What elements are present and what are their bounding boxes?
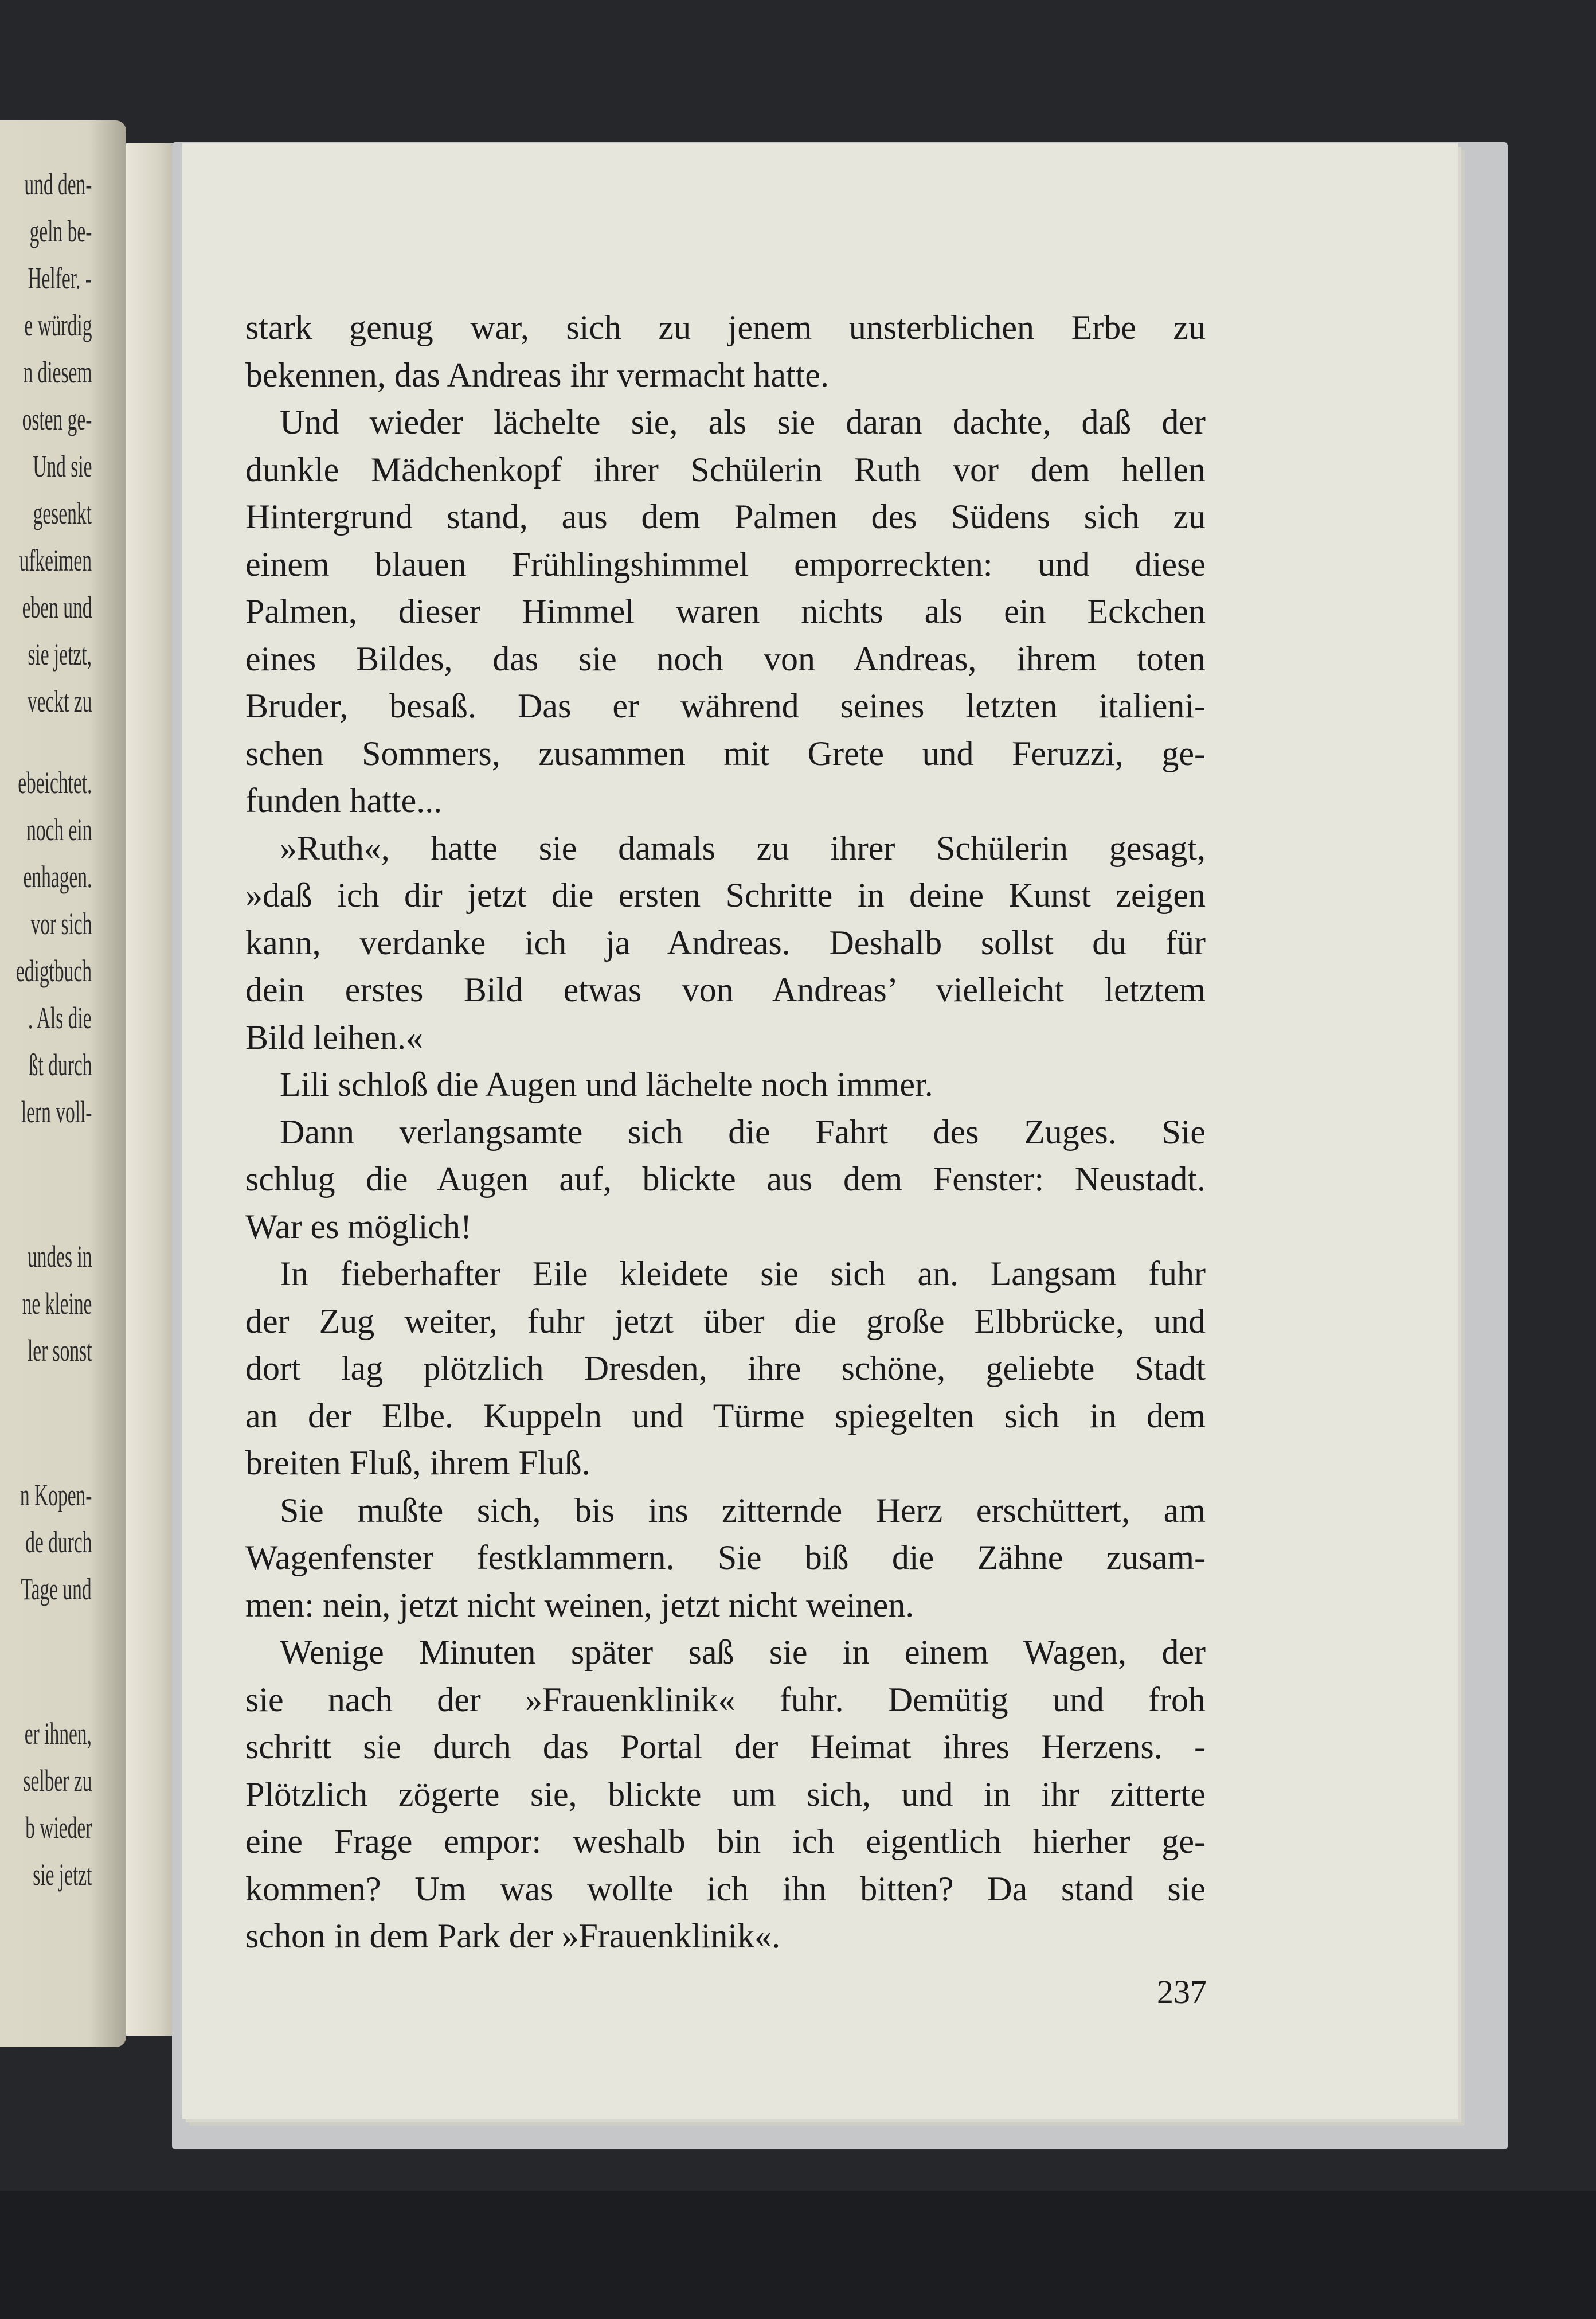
left-page-fragment: ufkeimen [19,543,92,577]
left-page-fragment: er ihnen, [24,1716,92,1751]
book-gutter [126,143,178,2036]
text-line: einem blauen Frühlingshimmel emporreckten: und diese [245,545,1206,583]
left-page-fragment: . Als die [28,1001,92,1035]
left-page-fragment: n Kopen- [19,1478,92,1512]
text-line: Sie mußte sich, bis ins zitternde Herz erschüttert, am [280,1491,1206,1529]
left-page-fragment: ebeichtet. [17,766,92,800]
text-line: dein erstes Bild etwas von Andreas’ vielleicht letztem [245,971,1206,1009]
text-line: »Ruth«, hatte sie damals zu ihrer Schülerin gesagt, [280,829,1206,867]
text-line: Wenige Minuten später saß sie in einem Wagen, der [280,1633,1206,1671]
text-line: Hintergrund stand, aus dem Palmen des Südens sich zu [245,498,1206,536]
left-page-fragment: Und sie [32,449,92,483]
text-line: schlug die Augen auf, blickte aus dem Fenster: Neustadt. [245,1160,1206,1198]
text-line: der Zug weiter, fuhr jetzt über die große Elbbrücke, und [245,1302,1206,1340]
text-line: Palmen, dieser Himmel waren nichts als ein Eckchen [245,592,1206,630]
left-page-fragment: de durch [25,1525,92,1559]
text-line: bekennen, das Andreas ihr vermacht hatte. [245,356,829,394]
left-page-fragment: veckt zu [27,684,92,719]
text-line: men: nein, jetzt nicht weinen, jetzt nicht weinen. [245,1586,914,1624]
text-line: an der Elbe. Kuppeln und Türme spiegelten sich in dem [245,1396,1206,1435]
left-page-fragment: ne kleine [22,1286,92,1321]
text-line: eines Bildes, das sie noch von Andreas, ihrem toten [245,639,1206,678]
text-line: dort lag plötzlich Dresden, ihre schöne, geliebte Stadt [245,1349,1206,1387]
text-line: breiten Fluß, ihrem Fluß. [245,1444,590,1482]
text-line: dunkle Mädchenkopf ihrer Schülerin Ruth vor dem hellen [245,450,1206,489]
text-line: War es möglich! [245,1207,472,1246]
left-page-fragment: ler sonst [27,1333,92,1368]
left-page-fragment: Tage und [21,1572,92,1606]
text-line: schritt sie durch das Portal der Heimat ihres Herzens. - [245,1728,1206,1766]
text-line: Plötzlich zögerte sie, blickte um sich, und in ihr zitterte [245,1775,1206,1813]
text-line: schon in dem Park der »Frauenklinik«. [245,1917,781,1955]
left-page-fragment: osten ge- [22,402,92,436]
left-page-fragment: und den- [24,167,92,201]
page-text [245,304,1206,1960]
left-page-fragment: undes in [27,1239,92,1274]
left-page-fragment: n diesem [23,355,92,389]
left-page-fragment: sie jetzt [32,1857,92,1892]
left-page-fragment: e würdig [24,308,92,342]
left-page-fragment: lern voll- [21,1095,92,1129]
left-page-fragment: vor sich [30,907,92,941]
left-page-fragment: gesenkt [33,496,92,530]
left-page-fragment: enhagen. [23,860,92,894]
left-page-fragment: noch ein [26,813,92,847]
left-page-fragment: ßt durch [28,1048,92,1082]
text-line: kommen? Um was wollte ich ihn bitten? Da stand sie [245,1869,1206,1908]
left-page-fragment: b wieder [25,1810,92,1845]
text-line: Und wieder lächelte sie, als sie daran dachte, daß der [280,403,1206,441]
left-page-fragment: sie jetzt, [28,637,92,672]
left-page [0,120,126,2047]
text-line: sie nach der »Frauenklinik« fuhr. Demütig und froh [245,1680,1206,1719]
text-line: Lili schloß die Augen und lächelte noch immer. [280,1065,933,1103]
left-page-fragment: eben und [22,590,92,624]
text-line: funden hatte... [245,782,443,819]
text-line: Dann verlangsamte sich die Fahrt des Zuges. Sie [280,1112,1206,1151]
left-page-fragment: selber zu [23,1763,92,1798]
text-line: In fieberhafter Eile kleidete sie sich an. Langsam fuhr [280,1255,1206,1293]
text-line: Wagenfenster festklammern. Sie biß die Zähne zusam- [245,1539,1206,1576]
text-line: Bild leihen.« [245,1018,423,1056]
text-line: »daß ich dir jetzt die ersten Schritte in deine Kunst zeigen [245,876,1206,914]
text-line: schen Sommers, zusammen mit Grete und Feruzzi, ge- [245,734,1206,772]
text-line: Bruder, besaß. Das er während seines letzten italieni- [245,687,1206,725]
left-page-fragment: edigtbuch [15,954,92,988]
left-page-fragment: geln be- [29,214,92,248]
desk-background [0,2191,1596,2319]
left-page-fragment: Helfer. - [28,261,92,295]
text-line: eine Frage empor: weshalb bin ich eigentlich hierher ge- [245,1822,1206,1860]
page-number: 237 [1157,1973,1207,2010]
text-line: kann, verdanke ich ja Andreas. Deshalb sollst du für [245,923,1206,962]
text-line: stark genug war, sich zu jenem unsterblichen Erbe zu [245,309,1206,346]
